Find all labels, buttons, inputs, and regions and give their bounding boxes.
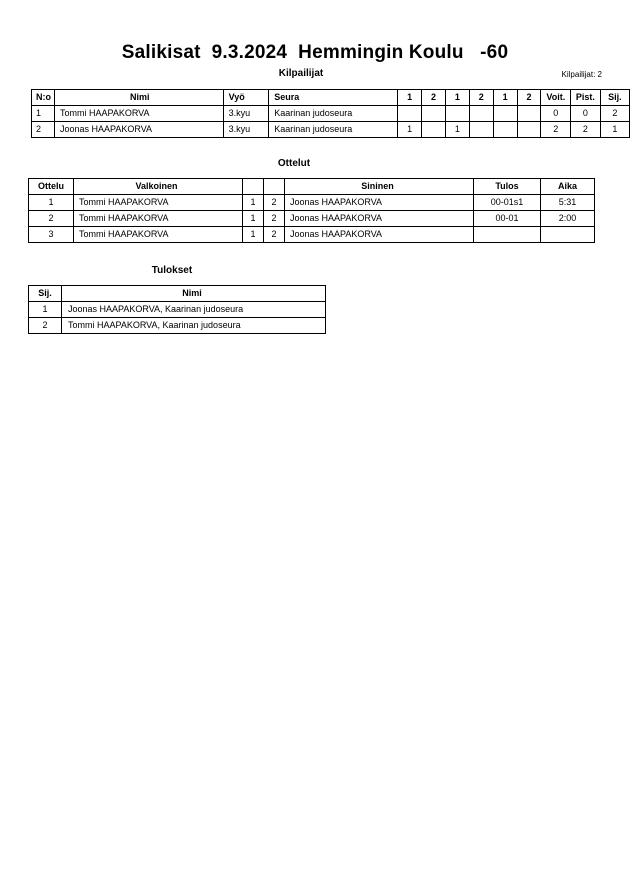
table-header-row	[32, 90, 630, 106]
column-header-score-blue	[264, 179, 285, 195]
column-header-white: Valkoinen	[74, 179, 243, 195]
column-header-no: N:o	[32, 90, 55, 106]
cell-score-blue: 2	[264, 227, 285, 243]
cell-score-blue: 2	[264, 211, 285, 227]
cell-round-2	[422, 106, 446, 122]
cell-score-white: 1	[243, 211, 264, 227]
cell-wins: 2	[541, 122, 571, 138]
column-header-round-1: 1	[398, 90, 422, 106]
cell-belt: 3.kyu	[223, 122, 269, 138]
column-header-round-5: 1	[493, 90, 517, 106]
column-header-rank: Sij.	[29, 286, 62, 302]
cell-points: 0	[571, 106, 601, 122]
table-row	[32, 106, 630, 122]
results-table	[28, 285, 326, 334]
column-header-result: Tulos	[474, 179, 541, 195]
column-header-round-6: 2	[517, 90, 541, 106]
cell-round-5	[493, 122, 517, 138]
cell-match-no: 1	[29, 195, 74, 211]
cell-time: 5:31	[541, 195, 595, 211]
cell-round-4	[469, 106, 493, 122]
table-row	[29, 195, 595, 211]
column-header-round-3: 1	[445, 90, 469, 106]
table-header-row	[29, 286, 326, 302]
competitor-count-label: Kilpailijat: 2	[561, 70, 602, 79]
table-row	[29, 211, 595, 227]
cell-result: 00-01	[474, 211, 541, 227]
table-row	[29, 302, 326, 318]
cell-rank: 1	[29, 302, 62, 318]
column-header-rank: Sij.	[600, 90, 629, 106]
cell-blue: Joonas HAAPAKORVA	[285, 195, 474, 211]
cell-no: 1	[32, 106, 55, 122]
cell-time: 2:00	[541, 211, 595, 227]
cell-round-4	[469, 122, 493, 138]
cell-name: Tommi HAAPAKORVA	[55, 106, 224, 122]
cell-rank: 2	[600, 106, 629, 122]
column-header-score-white	[243, 179, 264, 195]
cell-blue: Joonas HAAPAKORVA	[285, 211, 474, 227]
column-header-name: Nimi	[62, 286, 326, 302]
cell-match-no: 3	[29, 227, 74, 243]
results-section-heading: Tulokset	[151, 265, 193, 276]
cell-round-6	[517, 122, 541, 138]
column-header-round-2: 2	[422, 90, 446, 106]
column-header-points: Pist.	[571, 90, 601, 106]
column-header-name: Nimi	[55, 90, 224, 106]
column-header-blue: Sininen	[285, 179, 474, 195]
table-row	[29, 318, 326, 334]
cell-club: Kaarinan judoseura	[269, 122, 398, 138]
cell-score-white: 1	[243, 195, 264, 211]
cell-round-6	[517, 106, 541, 122]
cell-blue: Joonas HAAPAKORVA	[285, 227, 474, 243]
cell-no: 2	[32, 122, 55, 138]
cell-match-no: 2	[29, 211, 74, 227]
cell-name: Joonas HAAPAKORVA	[55, 122, 224, 138]
cell-round-3	[445, 106, 469, 122]
column-header-wins: Voit.	[541, 90, 571, 106]
table-row	[32, 122, 630, 138]
column-header-round-4: 2	[469, 90, 493, 106]
cell-wins: 0	[541, 106, 571, 122]
cell-score-blue: 2	[264, 195, 285, 211]
cell-round-2	[422, 122, 446, 138]
cell-score-white: 1	[243, 227, 264, 243]
cell-round-3: 1	[445, 122, 469, 138]
matches-table	[28, 178, 595, 243]
column-header-belt: Vyö	[223, 90, 269, 106]
cell-name: Tommi HAAPAKORVA, Kaarinan judoseura	[62, 318, 326, 334]
matches-section-heading: Ottelut	[277, 158, 311, 169]
cell-time	[541, 227, 595, 243]
cell-round-5	[493, 106, 517, 122]
competitors-table	[31, 89, 630, 138]
cell-round-1	[398, 106, 422, 122]
table-row	[29, 227, 595, 243]
cell-round-1: 1	[398, 122, 422, 138]
cell-rank: 1	[600, 122, 629, 138]
column-header-club: Seura	[269, 90, 398, 106]
column-header-time: Aika	[541, 179, 595, 195]
cell-white: Tommi HAAPAKORVA	[74, 195, 243, 211]
table-header-row	[29, 179, 595, 195]
cell-white: Tommi HAAPAKORVA	[74, 227, 243, 243]
cell-name: Joonas HAAPAKORVA, Kaarinan judoseura	[62, 302, 326, 318]
cell-result	[474, 227, 541, 243]
competitors-section-heading: Kilpailijat	[278, 68, 324, 79]
cell-white: Tommi HAAPAKORVA	[74, 211, 243, 227]
cell-belt: 3.kyu	[223, 106, 269, 122]
cell-result: 00-01s1	[474, 195, 541, 211]
column-header-match-no: Ottelu	[29, 179, 74, 195]
cell-rank: 2	[29, 318, 62, 334]
page-title: Salikisat 9.3.2024 Hemmingin Koulu -60	[121, 42, 509, 63]
cell-club: Kaarinan judoseura	[269, 106, 398, 122]
cell-points: 2	[571, 122, 601, 138]
